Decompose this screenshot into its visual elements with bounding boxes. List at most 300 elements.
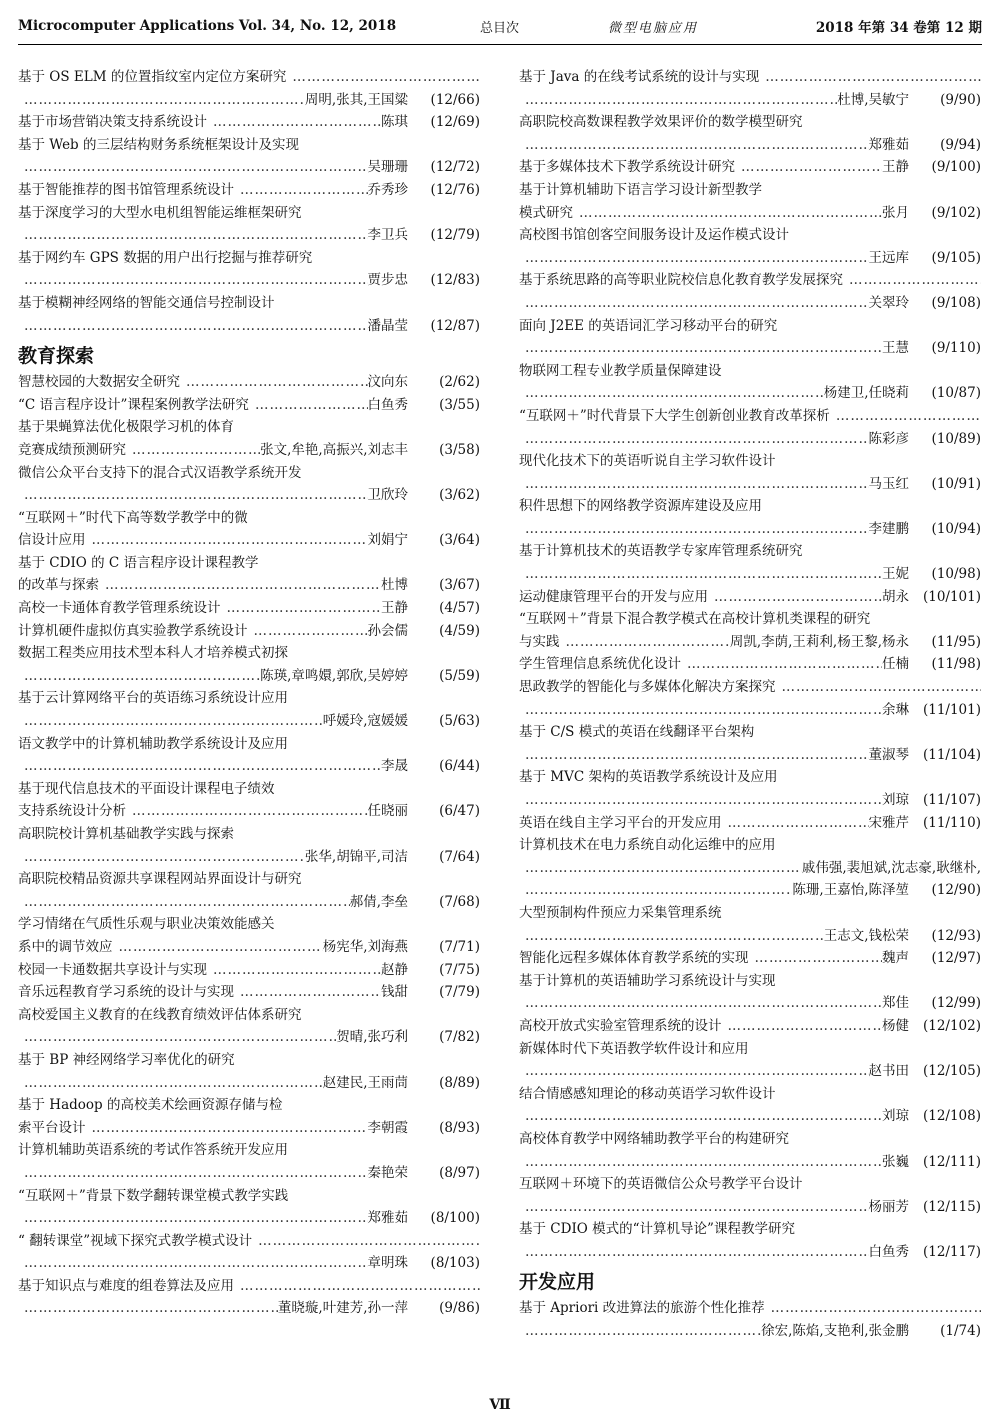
leader-dots [234,179,368,202]
entry-authors: 关翠玲 [868,294,909,311]
leader-dots [86,1117,368,1140]
entry-issue-page: (7/75) [439,961,480,978]
entry-title: 系中的调节效应 [18,938,113,955]
entry-line [519,992,981,1015]
entry-authors: 杨健 [882,1017,909,1034]
entry-title: 基于 Web 的三层结构财务系统框架设计及实现 [18,136,299,153]
entry-authors: 陈珊,王嘉怡,陈泽堃 [792,882,909,899]
entry-title: 高职院校精品资源共享课程网站界面设计与研究 [18,871,302,888]
entry-line [519,179,981,202]
entry-line [519,1196,981,1219]
leader-dots [18,269,368,292]
entry-title: 互联网＋环境下的英语微信公众号教学平台设计 [519,1176,803,1193]
entry-line [519,1320,981,1343]
toc-entry [519,653,981,676]
toc-entry [519,947,981,970]
leader-dots [207,959,381,982]
leader-dots [843,269,981,292]
entry-authors: 秦艳荣 [367,1164,408,1181]
leader-dots [18,1026,336,1049]
entry-issue-page: (5/63) [439,713,480,730]
entry-issue-page: (12/69) [430,114,480,131]
entry-line [18,394,480,417]
entry-title: 基于 CDIO 模式的“计算机导论”课程教学研究 [519,1221,795,1238]
entry-line [18,1072,480,1095]
entry-line [18,981,480,1004]
entry-issue-page: (7/71) [439,938,480,955]
leader-dots [18,665,260,688]
entry-title: 高职院校计算机基础教学实践与探索 [18,826,234,842]
entry-line [519,812,981,835]
entry-authors: 赵建民,王雨茼 [322,1074,408,1091]
entry-line [18,1026,480,1049]
entry-line [18,66,480,89]
entry-line [18,778,480,801]
entry-issue-page: (12/76) [430,181,480,198]
entry-title: 高校一卡通体育教学管理系统设计 [18,600,221,617]
entry-title: 微信公众平台支持下的混合式汉语教学系统开发 [18,464,302,481]
entry-line [519,699,981,722]
entry-issue-page: (9/94) [940,136,981,153]
entry-line [519,1083,981,1106]
toc-entry [519,315,981,360]
entry-line [519,834,981,857]
entry-line [18,179,480,202]
entry-issue-page: (2/62) [439,374,480,391]
entry-authors: 李卫兵 [367,227,408,244]
toc-entry [519,450,981,495]
entry-title: 信设计应用 [18,532,86,549]
entry-line [519,89,981,112]
entry-line [18,156,480,179]
toc-entry [18,1004,480,1049]
leader-dots [207,111,381,134]
leader-dots [126,439,260,462]
entry-line [18,913,480,936]
leader-dots [18,1252,368,1275]
toc-entry [18,620,480,643]
leader-dots [722,1015,883,1038]
entry-authors: 呼媛玲,寇媛媛 [322,713,408,730]
entry-line [18,1004,480,1027]
entry-issue-page: (10/98) [931,566,981,583]
entry-issue-page: (5/59) [439,667,480,684]
entry-issue-page: (10/87) [931,385,981,402]
toc-entry [519,1015,981,1038]
entry-authors: 王妮 [882,566,909,583]
entry-line [18,111,480,134]
entry-line [18,529,480,552]
entry-title: 模式研究 [519,204,573,221]
toc-entry [18,1230,480,1275]
entry-issue-page: (7/68) [439,893,480,910]
entry-authors: 张文,牟艳,高振兴,刘志丰 [260,441,408,458]
entry-issue-page: (9/105) [931,249,981,266]
entry-line [519,1060,981,1083]
entry-line [519,495,981,518]
entry-title: 智慧校园的大数据安全研究 [18,374,180,391]
toc-entry [519,224,981,269]
leader-dots [18,1207,368,1230]
leader-dots [519,382,824,405]
entry-issue-page: (7/82) [439,1029,480,1046]
entry-line [519,1151,981,1174]
toc-entry [18,1139,480,1184]
entry-authors: 陈彩彦 [868,430,909,447]
page-number: Ⅶ [489,1397,511,1413]
entry-line [519,405,981,428]
leader-dots [560,631,730,654]
entry-authors: 李晟 [381,758,408,775]
leader-dots [126,800,368,823]
entry-line [519,676,981,699]
entry-line [18,371,480,394]
entry-line [519,586,981,609]
entry-authors: 余琳 [882,701,909,718]
leader-dots [234,1275,480,1298]
leader-dots [749,947,883,970]
toc-entry [18,913,480,958]
entry-issue-page: (9/102) [931,204,981,221]
entry-line [18,846,480,869]
entry-title: 基于 MVC 架构的英语教学系统设计及应用 [519,769,778,786]
entry-title: 与实践 [519,633,560,650]
entry-title: 物联网工程专业教学质量保障建设 [519,362,722,379]
leader-dots [519,134,869,157]
entry-line [519,1173,981,1196]
entry-line [519,111,981,134]
toc-entry [519,360,981,405]
entry-issue-page: (12/66) [430,91,480,108]
entry-line [519,66,981,89]
entry-title: 基于 OS ELM 的位置指纹室内定位方案研究 [18,69,287,85]
entry-line [519,450,981,473]
entry-line [18,292,480,315]
entry-authors: 乔秀珍 [367,181,408,198]
entry-title: 校园一卡通数据共享设计与实现 [18,961,207,978]
entry-issue-page: (11/104) [922,746,981,763]
entry-title: 基于计算机辅助下语言学习设计新型教学 [519,181,762,198]
leader-dots [234,981,381,1004]
entry-line [18,315,480,338]
entry-title: 基于多媒体技术下教学系统设计研究 [519,159,735,176]
entry-line [519,224,981,247]
entry-title: 索平台设计 [18,1119,86,1136]
entry-title: 基于智能推荐的图书馆管理系统设计 [18,181,234,198]
entry-line [519,540,981,563]
entry-issue-page: (3/67) [439,577,480,594]
toc-entry [18,597,480,620]
entry-issue-page: (6/47) [439,803,480,820]
entry-title: 基于知识点与难度的组卷算法及应用 [18,1277,234,1294]
toc-entry [18,687,480,732]
entry-authors: 吴珊珊 [367,159,408,176]
entry-authors: 王静 [381,600,408,617]
entry-title: 基于计算机的英语辅助学习系统设计与实现 [519,972,776,989]
entry-line [18,89,480,112]
entry-title: 基于云计算网络平台的英语练习系统设计应用 [18,690,288,707]
running-header [18,12,982,40]
entry-issue-page: (12/72) [430,159,480,176]
toc-entry [18,247,480,292]
entry-line [18,1139,480,1162]
entry-title: “C 语言程序设计”课程案例教学法研究 [18,396,249,413]
leader-dots [519,247,869,270]
entry-title: 基于果蝇算法优化极限学习机的体育 [18,419,234,436]
entry-authors: 陈瑛,章鸣嬛,郭欣,吴婷婷 [260,667,408,684]
entry-line [18,507,480,530]
entry-authors: 钱甜 [381,984,408,1001]
entry-issue-page: (8/93) [439,1119,480,1136]
entry-issue-page: (11/110) [922,814,981,831]
entry-line [519,382,981,405]
leader-dots [252,1230,480,1253]
leader-dots [759,66,981,89]
leader-dots [519,857,802,880]
left-column [18,66,480,1320]
leader-dots [18,315,368,338]
leader-dots [519,292,869,315]
toc-entry [18,733,480,778]
leader-dots [113,936,323,959]
toc-entry [18,1275,480,1320]
entry-authors: 郑雅茹 [868,136,909,153]
entry-authors: 赵书田 [868,1063,909,1080]
leader-dots [99,574,381,597]
entry-authors: 宋雅芹 [868,814,909,831]
entry-title: 计算机硬件虚拟仿真实验教学系统设计 [18,622,248,639]
entry-line [519,315,981,338]
entry-line [18,823,480,846]
entry-line [18,665,480,688]
entry-issue-page: (9/86) [439,1300,480,1317]
entry-title: 基于系统思路的高等职业院校信息化教育教学发展探究 [519,272,843,289]
right-column [519,66,981,1343]
leader-dots [18,891,350,914]
entry-title: 基于 CDIO 的 C 语言程序设计课程教学 [18,554,259,571]
entry-title: 智能化远程多媒体体育教学系统的实现 [519,950,749,967]
entry-line [519,1297,981,1320]
entry-line [18,959,480,982]
entry-title: “ 翻转课堂”视域下探究式教学模式设计 [18,1232,253,1249]
entry-issue-page: (3/55) [439,396,480,413]
entry-title: 音乐远程教育学习系统的设计与实现 [18,984,234,1001]
leader-dots [765,1297,981,1320]
entry-authors: 杨丽芳 [868,1198,909,1215]
leader-dots [519,789,882,812]
entry-line [519,879,981,902]
leader-dots [18,224,368,247]
entry-line [18,462,480,485]
toc-entry [519,1173,981,1218]
toc-entry [519,812,981,835]
entry-authors: 贺晴,张巧利 [336,1029,408,1046]
leader-dots [519,1151,882,1174]
leader-dots [519,1241,869,1264]
entry-line [519,653,981,676]
entry-authors: 刘琼 [882,792,909,808]
entry-authors: 王志文,钱松荣 [823,927,909,944]
leader-dots [180,371,368,394]
entry-issue-page: (12/87) [430,317,480,334]
entry-title: 学生管理信息系统优化设计 [519,656,681,673]
leader-dots [519,89,837,112]
entry-title: 学习情绪在气质性乐观与职业决策效能感关 [18,916,275,933]
entry-line [18,247,480,270]
section-heading: 教育探索 [18,345,95,368]
entry-title: 计算机辅助英语系统的考试作答系统开发应用 [18,1142,288,1159]
journal-cn-name: 微型电脑应用 [608,20,699,36]
entry-issue-page: (9/90) [940,91,981,108]
toc-entry [519,608,981,653]
entry-title: “互联网＋”背景下混合教学模式在高校计算机类课程的研究 [519,611,871,628]
entry-title: 面向 J2EE 的英语词汇学习移动平台的研究 [519,317,778,334]
entry-issue-page: (12/83) [430,272,480,289]
entry-authors: 孙会儒 [367,622,408,639]
leader-dots [735,156,882,179]
toc-entry [519,1128,981,1173]
entry-title: 高校体育教学中网络辅助教学平台的构建研究 [519,1130,789,1147]
entry-line [519,269,981,292]
entry-authors: 贾步忠 [367,272,408,289]
entry-authors: 陈琪 [381,114,408,131]
issue-info: 2018 年第 34 卷第 12 期 [815,20,982,36]
entry-line [18,416,480,439]
entry-line [519,156,981,179]
entry-line [519,631,981,654]
entry-authors: 杨建卫,任晓莉 [823,385,909,402]
entry-authors: 郑雅茹 [367,1210,408,1227]
entry-issue-page: (12/105) [922,1063,981,1080]
entry-line [18,552,480,575]
leader-dots [18,156,368,179]
entry-authors: 王慧 [882,340,909,357]
entry-title: 的改革与探索 [18,577,99,594]
entry-authors: 杨宪华,刘海燕 [322,938,408,955]
toc-entry [519,721,981,766]
entry-authors: 马玉红 [868,475,909,492]
entry-line [18,1117,480,1140]
entry-line [18,642,480,665]
leader-dots [830,405,981,428]
entry-authors: 郑佳 [882,995,909,1012]
entry-issue-page: (9/100) [931,159,981,176]
leader-dots [86,529,368,552]
entry-title: 高校爱国主义教育的在线教育绩效评估体系研究 [18,1006,302,1023]
entry-authors: 杜博,吴敏宁 [837,91,909,108]
toc-entry [18,507,480,552]
leader-dots [18,1297,278,1320]
entry-line [18,733,480,756]
entry-issue-page: (10/101) [922,588,981,605]
toc-entry [519,970,981,1015]
entry-issue-page: (7/64) [439,848,480,865]
entry-title: 大型预制构件预应力采集管理系统 [519,904,722,921]
entry-line [519,1218,981,1241]
entry-issue-page: (12/102) [922,1017,981,1034]
entry-issue-page: (11/98) [931,656,981,673]
entry-line [18,1252,480,1275]
toc-entry [18,179,480,202]
entry-line [18,891,480,914]
entry-authors: 刘娟宁 [367,532,408,549]
entry-line [519,970,981,993]
leader-dots [519,1320,761,1343]
leader-dots [519,518,869,541]
entry-line [519,766,981,789]
entry-authors: 郝倩,李垒 [349,893,408,910]
entry-line [18,224,480,247]
entry-line [519,1241,981,1264]
leader-dots [519,879,792,902]
entry-title: 基于 Apriori 改进算法的旅游个性化推荐 [519,1300,765,1317]
entry-issue-page: (12/111) [922,1153,981,1170]
entry-issue-page: (12/97) [931,950,981,967]
leader-dots [573,202,882,225]
entry-title: 思政教学的智能化与多媒体化解决方案探究 [519,679,776,696]
entry-title: 基于市场营销决策支持系统设计 [18,114,207,131]
entry-title: “互联网＋”时代下高等数学教学中的微 [18,509,248,526]
entry-authors: 任晓丽 [367,803,408,820]
leader-dots [708,586,882,609]
toc-entry [18,1185,480,1230]
entry-line [519,1105,981,1128]
toc-entry [519,1297,981,1342]
leader-dots [18,846,305,869]
entry-issue-page: (3/62) [439,487,480,504]
toc-entry [18,642,480,687]
entry-issue-page: (10/89) [931,430,981,447]
leader-dots [18,1162,368,1185]
entry-title: 基于 BP 神经网络学习率优化的研究 [18,1051,235,1068]
leader-dots [519,1060,869,1083]
entry-authors: 张华,胡锦平,司洁 [304,848,408,865]
entry-line [519,947,981,970]
entry-authors: 张巍 [882,1153,909,1170]
entry-line [519,563,981,586]
entry-issue-page: (1/74) [940,1323,981,1340]
leader-dots [519,428,869,451]
entry-line [519,857,981,880]
entry-authors: 周明,张其,王国粱 [304,91,408,108]
entry-title: 基于网约车 GPS 数据的用户出行挖掘与推荐研究 [18,249,313,266]
entry-issue-page: (4/59) [439,622,480,639]
entry-authors: 汶向东 [367,374,408,391]
toc-entry [18,394,480,417]
entry-issue-page: (12/93) [931,927,981,944]
entry-title: 基于深度学习的大型水电机组智能运维框架研究 [18,204,302,221]
toc-entry [519,156,981,179]
entry-authors: 董淑琴 [868,746,909,763]
entry-line [519,744,981,767]
entry-line [519,247,981,270]
entry-line [18,1297,480,1320]
entry-line [18,269,480,292]
entry-issue-page: (4/57) [439,600,480,617]
entry-issue-page: (10/94) [931,520,981,537]
entry-authors: 章明珠 [367,1255,408,1272]
entry-line [519,789,981,812]
toc-entry [519,902,981,947]
entry-issue-page: (12/79) [430,227,480,244]
entry-title: 新媒体时代下英语教学软件设计和应用 [519,1040,749,1057]
entry-line [519,202,981,225]
toc-entry [18,552,480,597]
entry-title: 结合情感感知理论的移动英语学习软件设计 [519,1085,776,1102]
entry-issue-page: (11/95) [931,633,981,650]
entry-line [18,439,480,462]
entry-title: 计算机技术在电力系统自动化运维中的应用 [519,837,776,854]
